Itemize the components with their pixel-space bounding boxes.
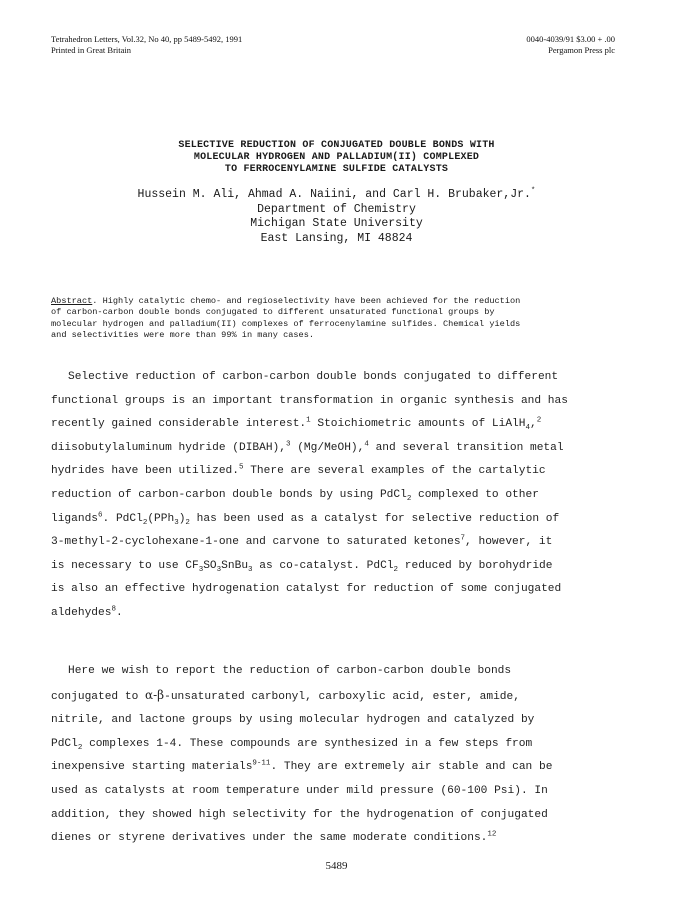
issn-line: 0040-4039/91 $3.00 + .00 [526,34,615,44]
p1-line-5: hydrides have been utilized.$^5$ There are several examples of the cartalytic [51,463,546,478]
abstract-label: Abstract [51,296,93,306]
p1-line-10: is also an effective hydrogenation catalyst for reduction of some conjugated [51,583,562,596]
title-line-3: TO FERROCENYLAMINE SULFIDE CATALYSTS [224,164,449,175]
p2-line-7: addition, they showed high selectivity for the hydrogenation of conjugated [51,808,548,821]
journal-citation [51,34,242,56]
p1-line-11: aldehydes$^8$. [51,605,123,619]
p1-line-8: 3-methyl-2-cyclohexane-1-one and carvone to saturated ketones$^7$, however, it [51,534,553,549]
publisher-info [526,34,615,56]
title-line-2: MOLECULAR HYDROGEN AND PALLADIUM(II) COMPLEXED [193,152,480,163]
city: East Lansing, MI 48824 [260,231,413,245]
paragraph-2 [51,660,625,851]
university: Michigan State University [250,217,423,230]
p2-line-1: Here we wish to report the reduction of carbon-carbon double bonds [68,665,512,677]
author-block [0,188,673,246]
p2-line-4: PdCl$_2$ complexes 1-4. These compounds are synthesized in a few steps from [51,737,533,753]
department: Department of Chemistry [257,202,416,216]
p1-line-1: Selective reduction of carbon-carbon double bonds conjugated to different [68,371,559,383]
p1-line-4: diisobutylaluminum hydride (DIBAH),$^3$ (Mg/MeOH),$^4$ and several transition metal [51,440,564,454]
p1-line-3: recently gained considerable interest.$^1$ Stoichiometric amounts of LiAlH$_4$,$^2$ [51,416,542,433]
printed-line: Printed in Great Britain [51,45,132,55]
p2-line-5: inexpensive starting materials$^{9-11}$. They are extremely air stable and can be [51,759,553,774]
alpha-beta-symbol: α-β [145,687,165,702]
abstract [51,296,623,342]
p1-line-7: ligands$^6$. $PdCl_2(PPh_3)_2$ has been used as a catalyst for selective reduction of [51,510,560,527]
abstract-line-2: of carbon-carbon double bonds conjugated to different unsaturated functional groups by [51,307,495,318]
p2-line-3: nitrile, and lactone groups by using molecular hydrogen and catalyzed by [51,714,535,727]
abstract-line-3: molecular hydrogen and palladium(II) complexes of ferrocenylamine sulfides. Chemical yields [51,318,521,329]
publisher-line: Pergamon Press plc [548,45,615,55]
p2-line-8: dienes or styrene derivatives under the same moderate conditions.$^{12}$ [51,830,497,845]
p1-line-6: reduction of carbon-carbon double bonds by using PdCl$_2$ complexed to other [51,488,539,504]
corresponding-author-mark: * [530,187,536,196]
title-line-1: SELECTIVE REDUCTION OF CONJUGATED DOUBLE BONDS WITH [178,140,495,151]
author-names: Hussein M. Ali, Ahmad A. Naiini, and Carl H. Brubaker,Jr. [137,188,531,201]
p2-line-2: conjugated to α-β-unsaturated carbonyl, carboxylic acid, ester, amide, [51,687,520,703]
paper-title [0,140,673,176]
author-names-line [0,188,673,203]
abstract-line-4: and selectivities were more than 99% in many cases. [51,330,315,341]
page-number: 5489 [325,860,348,872]
p2-line-6: used as catalysts at room temperature under mild pressure (60-100 Psi). In [51,784,548,797]
paragraph-1 [51,366,625,626]
journal-line: Tetrahedron Letters, Vol.32, No 40, pp 5489-5492, 1991 [51,34,243,44]
abstract-line-1: Abstract. Highly catalytic chemo- and regioselectivity have been achieved for the reduction [51,296,521,306]
p1-line-9: is necessary to use $CF_3SO_3SnBu_3$ as co-catalyst. PdCl$_2$ reduced by borohydride [51,559,553,574]
p1-line-2: functional groups is an important transformation in organic synthesis and has [51,394,568,407]
